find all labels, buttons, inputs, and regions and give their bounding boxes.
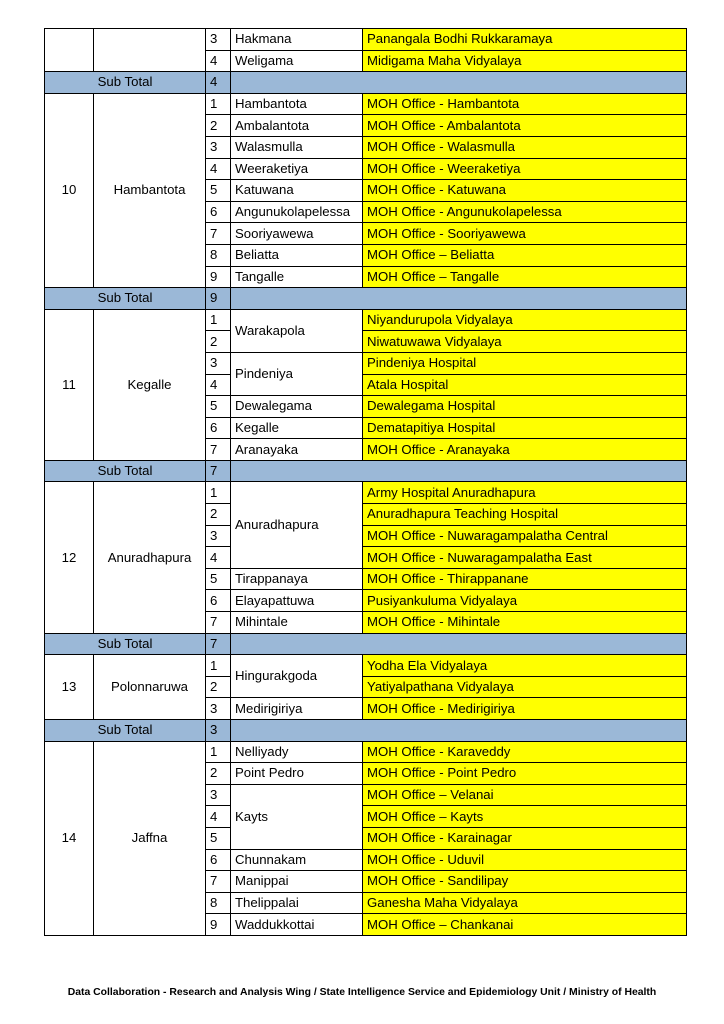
- place-name: Walasmulla: [231, 136, 363, 158]
- site-name: Anuradhapura Teaching Hospital: [363, 504, 687, 526]
- site-name: MOH Office - Aranayaka: [363, 439, 687, 461]
- row-number: 5: [206, 396, 231, 418]
- row-number: 3: [206, 29, 231, 51]
- subtotal-value: 7: [206, 633, 231, 655]
- row-number: 6: [206, 417, 231, 439]
- site-name: MOH Office – Chankanai: [363, 914, 687, 936]
- district-name: Anuradhapura: [94, 482, 206, 633]
- site-name: MOH Office - Nuwaragampalatha East: [363, 547, 687, 569]
- subtotal-row: [45, 720, 687, 742]
- row-number: 1: [206, 309, 231, 331]
- site-name: Yodha Ela Vidyalaya: [363, 655, 687, 677]
- row-number: 3: [206, 525, 231, 547]
- subtotal-label: Sub Total: [45, 288, 206, 310]
- row-number: 6: [206, 201, 231, 223]
- row-number: 3: [206, 784, 231, 806]
- table-row: [45, 741, 687, 763]
- subtotal-label: Sub Total: [45, 720, 206, 742]
- site-name: MOH Office - Walasmulla: [363, 136, 687, 158]
- place-name: Sooriyawewa: [231, 223, 363, 245]
- row-number: 8: [206, 892, 231, 914]
- row-number: 5: [206, 180, 231, 202]
- row-number: 1: [206, 93, 231, 115]
- subtotal-blank: [231, 288, 687, 310]
- place-name: Ambalantota: [231, 115, 363, 137]
- row-number: 7: [206, 871, 231, 893]
- site-name: MOH Office – Tangalle: [363, 266, 687, 288]
- place-name: Weligama: [231, 50, 363, 72]
- vaccination-centre-table: [44, 28, 687, 936]
- district-number: 12: [45, 482, 94, 633]
- row-number: 5: [206, 568, 231, 590]
- place-name: Hakmana: [231, 29, 363, 51]
- site-name: MOH Office - Sooriyawewa: [363, 223, 687, 245]
- place-name: Pindeniya: [231, 352, 363, 395]
- row-number: 6: [206, 849, 231, 871]
- table-row: [45, 309, 687, 331]
- place-name: Beliatta: [231, 244, 363, 266]
- place-name: Medirigiriya: [231, 698, 363, 720]
- site-name: MOH Office - Katuwana: [363, 180, 687, 202]
- subtotal-row: [45, 72, 687, 94]
- row-number: 1: [206, 482, 231, 504]
- district-name: Kegalle: [94, 309, 206, 460]
- subtotal-blank: [231, 460, 687, 482]
- place-name: Hambantota: [231, 93, 363, 115]
- place-name: Katuwana: [231, 180, 363, 202]
- row-number: 8: [206, 244, 231, 266]
- subtotal-label: Sub Total: [45, 72, 206, 94]
- subtotal-label: Sub Total: [45, 460, 206, 482]
- row-number: 4: [206, 158, 231, 180]
- row-number: 3: [206, 352, 231, 374]
- row-number: 2: [206, 331, 231, 353]
- page-footer: Data Collaboration - Research and Analysis Wing / State Intelligence Service and Epidemiology Unit / Ministry of Health: [67, 987, 657, 998]
- district-number: 14: [45, 741, 94, 935]
- row-number: 6: [206, 590, 231, 612]
- subtotal-blank: [231, 633, 687, 655]
- district-number: 11: [45, 309, 94, 460]
- site-name: MOH Office - Angunukolapelessa: [363, 201, 687, 223]
- row-number: 5: [206, 827, 231, 849]
- row-number: 2: [206, 763, 231, 785]
- table-row: [45, 655, 687, 677]
- site-name: MOH Office - Mihintale: [363, 612, 687, 634]
- row-number: 2: [206, 504, 231, 526]
- site-name: Dewalegama Hospital: [363, 396, 687, 418]
- site-name: Panangala Bodhi Rukkaramaya: [363, 29, 687, 51]
- site-name: MOH Office - Weeraketiya: [363, 158, 687, 180]
- site-name: Midigama Maha Vidyalaya: [363, 50, 687, 72]
- place-name: Point Pedro: [231, 763, 363, 785]
- place-name: Waddukkottai: [231, 914, 363, 936]
- table-row: [45, 29, 687, 51]
- row-number: 9: [206, 266, 231, 288]
- site-name: Dematapitiya Hospital: [363, 417, 687, 439]
- place-name: Thelippalai: [231, 892, 363, 914]
- place-name: Warakapola: [231, 309, 363, 352]
- place-name: Hingurakgoda: [231, 655, 363, 698]
- site-name: Army Hospital Anuradhapura: [363, 482, 687, 504]
- site-name: MOH Office - Nuwaragampalatha Central: [363, 525, 687, 547]
- subtotal-value: 4: [206, 72, 231, 94]
- site-name: Pusiyankuluma Vidyalaya: [363, 590, 687, 612]
- place-name: Dewalegama: [231, 396, 363, 418]
- site-name: MOH Office - Uduvil: [363, 849, 687, 871]
- subtotal-row: [45, 633, 687, 655]
- site-name: MOH Office - Thirappanane: [363, 568, 687, 590]
- place-name: Anuradhapura: [231, 482, 363, 568]
- row-number: 4: [206, 374, 231, 396]
- place-name: Weeraketiya: [231, 158, 363, 180]
- district-number-cell: [45, 29, 94, 72]
- district-name: Hambantota: [94, 93, 206, 287]
- site-name: Pindeniya Hospital: [363, 352, 687, 374]
- subtotal-value: 3: [206, 720, 231, 742]
- place-name: Manippai: [231, 871, 363, 893]
- site-name: Niwatuwawa Vidyalaya: [363, 331, 687, 353]
- row-number: 1: [206, 741, 231, 763]
- subtotal-value: 7: [206, 460, 231, 482]
- row-number: 3: [206, 698, 231, 720]
- site-name: Yatiyalpathana Vidyalaya: [363, 676, 687, 698]
- row-number: 4: [206, 806, 231, 828]
- row-number: 7: [206, 612, 231, 634]
- site-name: Atala Hospital: [363, 374, 687, 396]
- row-number: 2: [206, 676, 231, 698]
- site-name: MOH Office - Karainagar: [363, 827, 687, 849]
- district-name: Jaffna: [94, 741, 206, 935]
- row-number: 4: [206, 50, 231, 72]
- place-name: Chunnakam: [231, 849, 363, 871]
- site-name: Ganesha Maha Vidyalaya: [363, 892, 687, 914]
- table-row: [45, 482, 687, 504]
- place-name: Angunukolapelessa: [231, 201, 363, 223]
- subtotal-value: 9: [206, 288, 231, 310]
- place-name: Elayapattuwa: [231, 590, 363, 612]
- subtotal-row: [45, 460, 687, 482]
- site-name: MOH Office - Point Pedro: [363, 763, 687, 785]
- district-name: Polonnaruwa: [94, 655, 206, 720]
- district-name-cell: [94, 29, 206, 72]
- place-name: Kayts: [231, 784, 363, 849]
- row-number: 9: [206, 914, 231, 936]
- district-number: 13: [45, 655, 94, 720]
- place-name: Nelliyady: [231, 741, 363, 763]
- place-name: Mihintale: [231, 612, 363, 634]
- subtotal-row: [45, 288, 687, 310]
- site-name: MOH Office – Kayts: [363, 806, 687, 828]
- row-number: 7: [206, 439, 231, 461]
- site-name: MOH Office - Medirigiriya: [363, 698, 687, 720]
- row-number: 4: [206, 547, 231, 569]
- site-name: MOH Office – Beliatta: [363, 244, 687, 266]
- district-number: 10: [45, 93, 94, 287]
- place-name: Tirappanaya: [231, 568, 363, 590]
- subtotal-label: Sub Total: [45, 633, 206, 655]
- site-name: Niyandurupola Vidyalaya: [363, 309, 687, 331]
- place-name: Kegalle: [231, 417, 363, 439]
- table-row: [45, 93, 687, 115]
- subtotal-blank: [231, 720, 687, 742]
- row-number: 3: [206, 136, 231, 158]
- site-name: MOH Office - Sandilipay: [363, 871, 687, 893]
- site-name: MOH Office - Karaveddy: [363, 741, 687, 763]
- place-name: Aranayaka: [231, 439, 363, 461]
- site-name: MOH Office - Ambalantota: [363, 115, 687, 137]
- subtotal-blank: [231, 72, 687, 94]
- row-number: 2: [206, 115, 231, 137]
- site-name: MOH Office - Hambantota: [363, 93, 687, 115]
- place-name: Tangalle: [231, 266, 363, 288]
- site-name: MOH Office – Velanai: [363, 784, 687, 806]
- row-number: 1: [206, 655, 231, 677]
- row-number: 7: [206, 223, 231, 245]
